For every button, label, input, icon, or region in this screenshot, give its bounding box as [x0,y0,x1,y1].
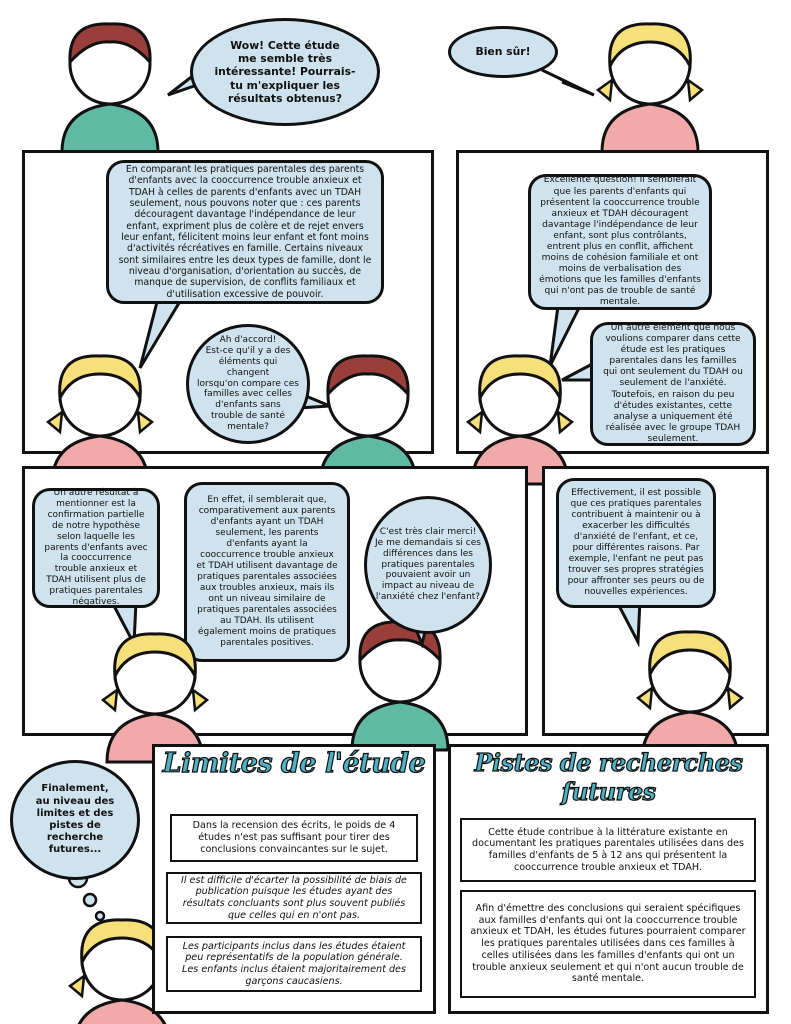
boy-character-top [60,22,160,152]
girl-character-row2-right [640,634,740,736]
girl-speech-bubble-row2-1 [32,488,160,608]
limit-text: Dans la recension des écrits, le poids de 4 études n'est pas suffisant pour tirer des conclusions convaincantes sur le sujet. [192,820,396,855]
girl-character-row2 [105,636,205,736]
bubble-text: Bien sûr! [475,45,531,59]
future-text: Cette étude contribue à la littérature existante en documentant les pratiques parentales utilisées dans des familles d'enfants de 5 à 12 ans qui présentent la cooccurrence trouble anxieux et TDAH. [472,826,744,873]
girl-speech-bubble-row1-right [528,174,712,310]
girl-character-top [600,22,700,152]
bubble-text: Ah d'accord! Est-ce qu'il y a des éléments qui changent lorsqu'on compare ces familles avec celles d'enfants sans trouble de santé mentale? [197,334,299,433]
girl-speech-bubble-top [448,26,558,78]
girl-speech-bubble-row1 [106,160,384,304]
girl-character-row1-right [470,358,570,454]
future-box-1 [460,818,756,882]
bubble-text: Excellente question! Il semblerait que les parents d'enfants qui présentent la cooccurrence trouble anxieux et TDAH découragent davantage l'indépendance de leur enfant, sont plus contrôlants, entrent plus en conflit, affichent moins de cohésion familiale et ont moins de verbalisation des émotions que les familles d'enfants qui n'ont pas de trouble de santé mentale. [539,175,701,308]
limits-title: Limites de l'étude [162,748,426,779]
boy-speech-bubble-row2 [364,496,492,634]
bubble-text: C'est très clair merci! Je me demandais si ces différences dans les pratiques parentales pouvaient avoir un impact au niveau de l'anxiété chez l'enfant? [375,526,481,603]
girl-speech-bubble-row2-2 [184,482,350,662]
limit-box-2 [166,872,422,924]
bubble-tail-top-girl [542,60,602,100]
bubble-text: En effet, il semblerait que, comparativement aux parents d'enfants ayant un TDAH seulement, les parents d'enfants ayant la cooccurrence trouble anxieux et TDAH utilisent davantage de pratiques parentales associées aux troubles anxieux, mais ils ont un niveau similaire de pratiques parentales associées au TDAH. Ils utilisent également moins de pratiques parentales positives. [196,495,338,648]
limit-text: Les participants inclus dans les études étaient peu représentatifs de la population générale. Les enfants inclus étaient majoritairement des garçons caucasiens. [182,940,406,987]
limit-box-3 [166,936,422,992]
future-research-title: Pistes de recherches futures [474,748,743,806]
boy-speech-bubble-row1 [186,324,310,444]
limit-box-1 [170,814,418,862]
bubble-text: Finalement, au niveau des limites et des pistes de recherche futures... [35,783,115,856]
bubble-text: Un autre résultat à mentionner est la confirmation partielle de notre hypothèse selon laquelle les parents d'enfants avec la cooccurrence trouble anxieux et TDAH utilisent plus de pratiques parentales négatives. [44,487,148,608]
bubble-text: En comparant les pratiques parentales des parents d'enfants avec la cooccurrence trouble anxieux et TDAH à celles de parents d'enfants avec un TDAH seulement, nous pouvons noter que : ces parents découragent davantage l'indépendance de leur enfant, expriment plus de colère et de rejet envers leur enfant, félicitent moins leur enfant et font moins d'activités récréatives en famille. Certains niveaux sont similaires entre les deux types de famille, dont le niveau d'organisation, d'orientation au succès, de manque de supervision, de conflits familiaux et d'utilisation excessive de pouvoir. [118,164,372,300]
boy-speech-bubble-top [190,18,380,126]
girl-speech-bubble-row1-right-2 [590,322,756,446]
girl-character-row1 [50,358,150,454]
future-text: Afin d'émettre des conclusions qui seraient spécifiques aux familles d'enfants qui ont la cooccurrence trouble anxieux et TDAH, les études futures pourraient comparer les pratiques parentales utilisées dans ces familles à celles utilisées dans les familles d'enfants qui ont un trouble anxieux seulement et qui n'ont aucun trouble de santé mentale. [470,903,746,985]
bubble-text: Un autre élément que nous voulions comparer dans cette étude est les pratiques parentales dans les familles qui ont seulement du TDAH ou seulement de l'anxiété. Toutefois, en raison du peu d'études existantes, cette analyse a uniquement été réalisée avec le groupe TDAH seulement. [603,322,743,444]
limit-text: Il est difficile d'écarter la possibilité de biais de publication puisque les études ayant des résultats concluants sont plus souvent publiés que celles qui en n'ont pas. [181,874,407,921]
future-box-2 [460,890,756,998]
bubble-text: Wow! Cette étude me semble très intéressante! Pourrais- tu m'expliquer les résultats obtenus? [214,39,356,105]
girl-speech-bubble-row2-right [556,478,716,608]
bubble-text: Effectivement, il est possible que ces pratiques parentales contribuent à maintenir ou à exacerber les difficultés d'anxiété de l'enfant, et ce, pour différentes raisons. Par exemple, l'enfant ne peut pas trouver ses propres stratégies pour affronter ses peurs ou de nouvelles expériences. [567,488,705,597]
thought-bubble [10,760,140,880]
